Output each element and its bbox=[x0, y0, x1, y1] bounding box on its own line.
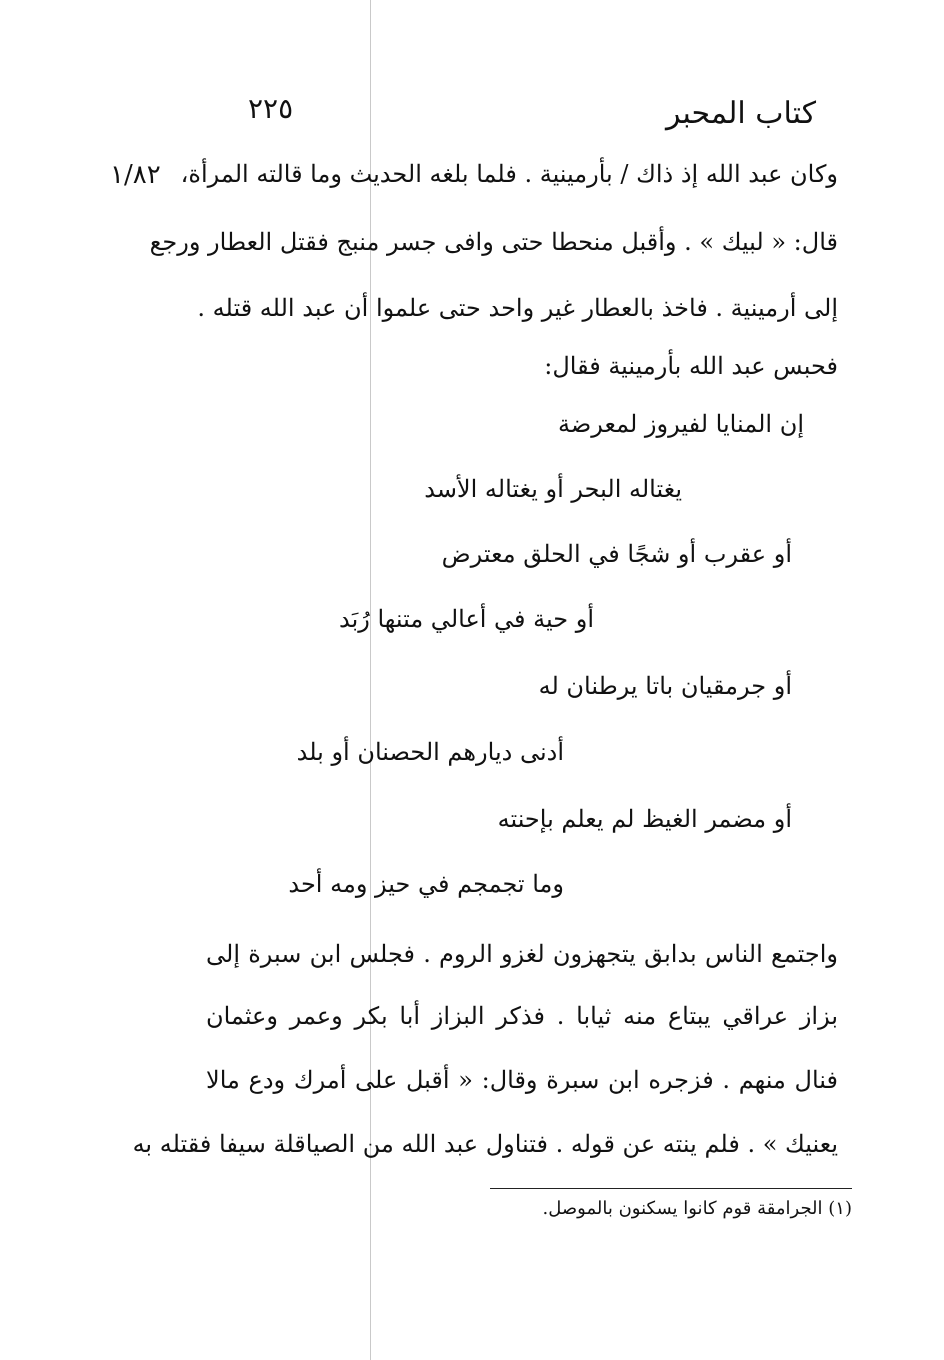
verse-line: أو جرمقيان باتا يرطنان له bbox=[538, 672, 792, 700]
prose-line: يعنيك » . فلم ينته عن قوله . فتناول عبد الله من الصياقلة سيفا فقتله به bbox=[132, 1130, 838, 1158]
prose-line: وكان عبد الله إذ ذاك / بأرمينية . فلما بلغه الحديث وما قالته المرأة، bbox=[180, 160, 838, 188]
verse-line: إن المنايا لفيروز لمعرضة bbox=[558, 410, 804, 438]
prose-line: واجتمع الناس بدابق يتجهزون لغزو الروم . فجلس ابن سبرة إلى bbox=[206, 940, 838, 968]
prose-line: بزاز عراقي يبتاع منه ثيابا . فذكر البزاز أبا بكر وعمر وعثمان bbox=[206, 1002, 838, 1030]
footnote-rule bbox=[490, 1188, 852, 1189]
verse-line: أدنى ديارهم الحصنان أو بلد bbox=[296, 738, 564, 766]
prose-line: قال: « لبيك » . وأقبل منحطا حتى وافى جسر منبج فقتل العطار ورجع bbox=[149, 228, 838, 256]
running-header-title: كتاب المحبر bbox=[665, 96, 816, 131]
prose-line: إلى أرمينية . فاخذ بالعطار غير واحد حتى علموا أن عبد الله قتله . bbox=[197, 294, 838, 322]
verse-line: أو حية في أعالي متنها رُبَد bbox=[338, 605, 594, 633]
verse-line: أو مضمر الغيظ لم يعلم بإحنته bbox=[497, 805, 792, 833]
verse-line: أو عقرب أو شجًا في الحلق معترض bbox=[441, 540, 792, 568]
prose-line: فنال منهم . فزجره ابن سبرة وقال: « أقبل على أمرك ودع مالا bbox=[206, 1066, 838, 1094]
prose-line: فحبس عبد الله بأرمينية فقال: bbox=[544, 352, 838, 380]
verse-line: وما تجمجم في حيز ومه أحد bbox=[288, 870, 564, 898]
footnote: (١) الجرامقة قوم كانوا يسكنون بالموصل. bbox=[542, 1198, 852, 1219]
margin-folio-reference: ١/٨٢ bbox=[110, 160, 161, 190]
page-number: ٢٢٥ bbox=[248, 92, 294, 125]
verse-line: يغتاله البحر أو يغتاله الأسد bbox=[424, 475, 682, 503]
